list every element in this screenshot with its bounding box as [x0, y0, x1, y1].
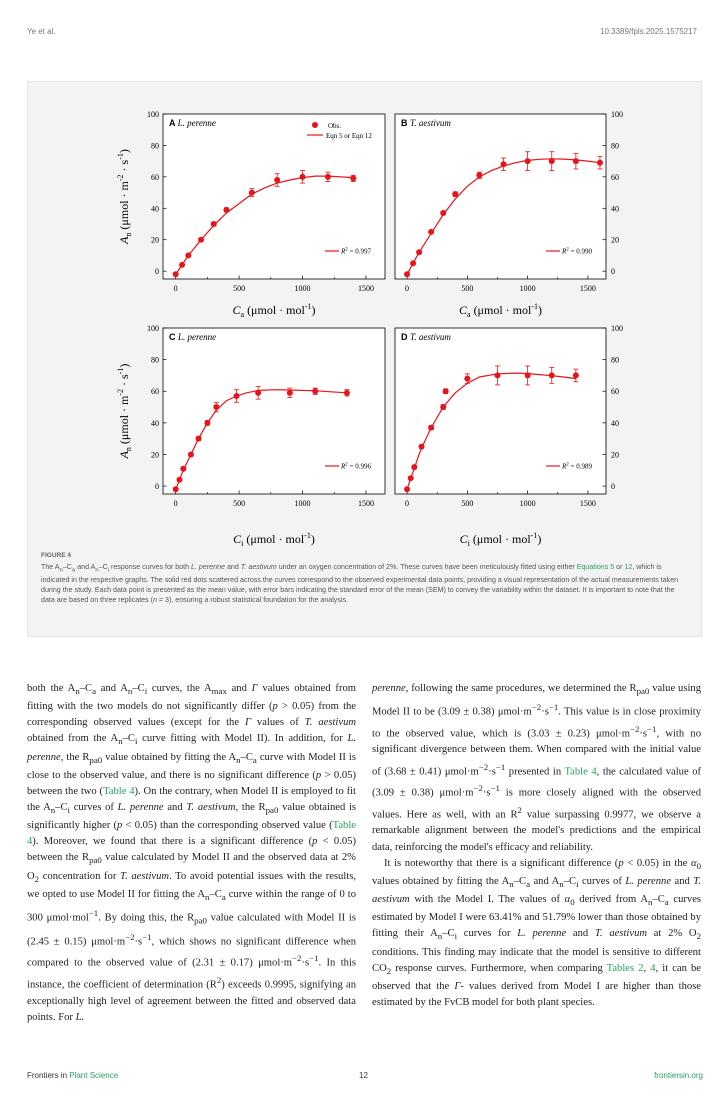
- r2-label: $R^2 = 0.990$: [562, 247, 592, 256]
- data-point: [428, 229, 434, 235]
- data-point: [287, 390, 293, 396]
- y-tick-label: 0: [155, 482, 159, 492]
- data-point: [234, 393, 240, 399]
- data-point: [440, 404, 446, 410]
- data-point: [198, 237, 204, 243]
- x-tick-label: 0: [405, 499, 410, 508]
- x-tick-label: 1000: [294, 499, 311, 508]
- x-tick-label: 0: [405, 284, 410, 293]
- x-tick-label: 1500: [579, 284, 596, 293]
- equation-5-link[interactable]: Equations 5: [576, 563, 615, 571]
- figure-label: FIGURE 4: [41, 552, 71, 559]
- data-point: [525, 372, 531, 378]
- y-tick-label: 20: [611, 235, 619, 245]
- y-tick-label: 80: [611, 355, 619, 365]
- x-tick-label: 1000: [519, 284, 536, 293]
- data-point: [344, 390, 350, 396]
- r2-label: $R^2 = 0.997$: [341, 247, 371, 256]
- paragraph: It is noteworthy that there is a significant difference (p < 0.05) in the $\alpha_0$ values obtained by fitting the $A_n-C_a$ and $A_n-C_i$ curves of L. perenne and T. aestivum with the Model I. The values of $\alpha_0$ derived from $A_n-C_a$ curves estimated by Model I were 63.41% and 51.79% lower than those obtained by fitting their $A_n-C_i$ curves for L. perenne and T. aestivum at 2% $O_2$ conditions. This finding may indicate that the model is sensitive to different $CO_2$ response curves. Furthermore, when comparing Tables 2, 4, it can be observed that the Γ- values derived from Model I are higher than those estimated by the FvCB model for both plant species.: [372, 857, 702, 1008]
- legend-marker: [312, 122, 318, 128]
- data-point: [173, 271, 179, 277]
- y-tick-label: 80: [151, 141, 159, 151]
- y-tick-label: 100: [611, 324, 623, 333]
- data-point: [549, 158, 555, 164]
- data-point: [408, 475, 414, 481]
- caption-text: The $A_n-C_a$ and $A_n-C_i$ response curves for both L. perenne and T. aestivum under an oxygen concentration of 2%. These curves have been meticulously fitted using either Equations 5 or 12, which is indicated in the respective graphs. The solid red dots scattered across the curves correspond to the observed experimental data points, providing a visual representation of the actual measurements taken during the study. Each data point is presented as the mean value, with error bars indicating the standard error of the mean (SEM) to convey the variability within the dataset. It is important to note that the data are based on three replicates (n = 3), ensuring a robust statistical foundation for the analysis.: [41, 563, 679, 605]
- y-tick-label: 40: [151, 418, 159, 428]
- y-axis-title: $A_n$ $(\mu mol \cdot m^{-2} \cdot s^{-1})$: [116, 149, 133, 244]
- table-2-link[interactable]: Tables 2: [606, 962, 644, 974]
- y-axis-title: $A_n$ $(\mu mol \cdot m^{-2} \cdot s^{-1})$: [116, 363, 133, 459]
- paragraph: perenne, following the same procedures, we determined the $R_{pa0}$ value using Model II to be (3.09 ± 0.38) $\mu mol\cdot m^{-2}\cdot s^{-1}$. This value is in close proximity to the observed value, which is (3.03 ± 0.23) $\mu mol\cdot m^{-2}\cdot s^{-1}$, with no significant divergence between them. When compared with the initial value of (3.68 ± 0.41) $\mu mol\cdot m^{-2}\cdot s^{-1}$ presented in Table 4, the calculated value of (3.09 ± 0.38) $\mu mol\cdot m^{-2}\cdot s^{-1}$ is more closely aligned with the observed values. Here as well, with an $R^2$ value surpassing 0.9977, we observe a remarkable alignment between the model's predictions and the empirical data, reinforcing the model's efficacy and reliability.: [372, 683, 702, 853]
- figure-4-panels: [28, 82, 701, 548]
- data-point: [443, 388, 449, 394]
- data-point: [223, 207, 229, 213]
- x-tick-label: 500: [233, 284, 246, 293]
- panel-title: A L. perenne: [169, 118, 216, 128]
- x-tick-label: 1500: [357, 499, 374, 508]
- panel-title: C L. perenne: [169, 332, 217, 342]
- data-point: [464, 376, 470, 382]
- data-point: [213, 404, 219, 410]
- x-tick-label: 1000: [294, 284, 311, 293]
- x-tick-label: 500: [461, 499, 474, 508]
- y-tick-label: 20: [611, 450, 619, 460]
- y-tick-label: 100: [611, 110, 623, 119]
- data-point: [416, 249, 422, 255]
- data-point: [494, 372, 500, 378]
- data-point: [180, 466, 186, 472]
- chart-panel-a: [116, 110, 385, 319]
- data-point: [411, 464, 417, 470]
- y-tick-label: 0: [611, 267, 615, 277]
- data-point: [255, 390, 261, 396]
- data-point: [525, 158, 531, 164]
- panel-title: D T. aestivum: [401, 332, 451, 342]
- doi: 10.3389/fpls.2025.1575217: [600, 27, 697, 36]
- body-column-right: [372, 681, 701, 1011]
- data-point: [312, 388, 318, 394]
- data-point: [573, 158, 579, 164]
- paragraph: both the $A_n-C_a$ and $A_n-C_i$ curves, the $A_{max}$ and Γ values obtained from fitting with the two models do not significantly differ (p > 0.05) from the corresponding observed values (except for the Γ values of T. aestivum obtained from the $A_n-C_i$ curve fitting with Model II). In addition, for L. perenne, the $R_{pa0}$ value obtained by fitting the $A_n-C_a$ curve with Model II is close to the observed value, and there is no significant difference (p > 0.05) between the two (Table 4). On the contrary, when Model II is employed to fit the $A_n-C_i$ curves of L. perenne and T. aestivum, the $R_{pa0}$ value obtained is significantly higher (p < 0.05) than the corresponding observed value (Table 4). Moreover, we found that there is a significant difference (p < 0.05) between the $R_{pa0}$ value calculated by Model II and the observed data at 2% $O_2$ concentration for T. aestivum. To avoid potential issues with the results, we opted to use Model II for fitting the $A_n-C_a$ curve within the range of 0 to 300 μmol·mol$^{-1}$. By doing this, the $R_{pa0}$ value calculated with Model II is (2.45 ± 0.15) $\mu mol\cdot m^{-2}\cdot s^{-1}$, which shows no significant difference when compared to the observed value of (2.31 ± 0.17) $\mu mol\cdot m^{-2}\cdot s^{-1}$. In this instance, the coefficient of determination $(R^2)$ exceeds 0.9995, signifying an exceptionally high level of agreement between the fitted and observed data points. For L.: [27, 683, 357, 1023]
- data-point: [440, 210, 446, 216]
- data-point: [350, 175, 356, 181]
- y-tick-label: 20: [151, 235, 159, 245]
- data-point: [179, 262, 185, 268]
- data-point: [274, 177, 280, 183]
- y-tick-label: 0: [155, 267, 159, 277]
- running-author: Ye et al.: [27, 27, 56, 36]
- data-point: [452, 191, 458, 197]
- data-point: [173, 486, 179, 492]
- data-point: [501, 161, 507, 167]
- y-tick-label: 100: [147, 110, 159, 119]
- data-point: [249, 190, 255, 196]
- table-4-link[interactable]: Table 4: [103, 785, 135, 797]
- x-axis-title: $C_i$ (μmol · mol$^{-1}$): [233, 531, 315, 548]
- chart-panel-d: [395, 324, 623, 548]
- data-point: [211, 221, 217, 227]
- body-column-left: [27, 681, 356, 1026]
- x-tick-label: 1500: [579, 499, 596, 508]
- data-point: [404, 486, 410, 492]
- equation-12-link[interactable]: 12: [624, 563, 633, 571]
- data-point: [325, 174, 331, 180]
- data-point: [404, 271, 410, 277]
- data-point: [176, 477, 182, 483]
- journal-name: Frontiers in Plant Science: [27, 1071, 119, 1080]
- figure-container: [27, 81, 702, 637]
- legend-fit-label: Eqn 5 or Eqn 12: [326, 132, 372, 140]
- data-point: [419, 444, 425, 450]
- y-tick-label: 40: [611, 418, 619, 428]
- data-point: [204, 420, 210, 426]
- y-tick-label: 100: [147, 324, 159, 333]
- page-number: 12: [359, 1071, 368, 1080]
- y-tick-label: 40: [151, 204, 159, 214]
- x-tick-label: 1500: [357, 284, 374, 293]
- x-tick-label: 500: [461, 284, 474, 293]
- x-tick-label: 0: [173, 284, 178, 293]
- data-point: [188, 451, 194, 457]
- y-tick-label: 80: [151, 355, 159, 365]
- data-point: [597, 160, 603, 166]
- y-tick-label: 40: [611, 204, 619, 214]
- table-4-link[interactable]: 4: [650, 962, 656, 974]
- y-tick-label: 60: [151, 387, 159, 397]
- y-tick-label: 20: [151, 450, 159, 460]
- y-tick-label: 60: [611, 387, 619, 397]
- table-4-link[interactable]: Table 4: [27, 820, 356, 848]
- x-axis-title: $C_a$ (μmol · mol$^{-1}$): [458, 302, 543, 319]
- x-axis-title: $C_i$ (μmol · mol$^{-1}$): [459, 531, 542, 548]
- x-tick-label: 500: [233, 499, 246, 508]
- x-tick-label: 1000: [519, 499, 536, 508]
- data-point: [476, 172, 482, 178]
- table-4-link[interactable]: Table 4: [564, 766, 597, 778]
- data-point: [428, 425, 434, 431]
- data-point: [300, 174, 306, 180]
- x-tick-label: 0: [173, 499, 178, 508]
- x-axis-title: $C_a$ (μmol · mol$^{-1}$): [232, 302, 316, 319]
- site-link[interactable]: frontiersin.org: [654, 1071, 703, 1080]
- data-point: [573, 372, 579, 378]
- r2-label: $R^2 = 0.989$: [562, 462, 592, 471]
- y-tick-label: 60: [611, 172, 619, 182]
- chart-panel-c: [116, 324, 385, 548]
- y-tick-label: 80: [611, 141, 619, 151]
- legend-obs-label: Obs.: [328, 122, 342, 130]
- data-point: [549, 372, 555, 378]
- r2-label: $R^2 = 0.996$: [341, 462, 371, 471]
- data-point: [196, 436, 202, 442]
- chart-panel-b: [395, 110, 623, 319]
- y-tick-label: 0: [611, 482, 615, 492]
- data-point: [185, 252, 191, 258]
- data-point: [410, 260, 416, 266]
- figure-caption: [41, 551, 681, 605]
- panel-title: B T. aestivum: [401, 118, 451, 128]
- y-tick-label: 60: [151, 172, 159, 182]
